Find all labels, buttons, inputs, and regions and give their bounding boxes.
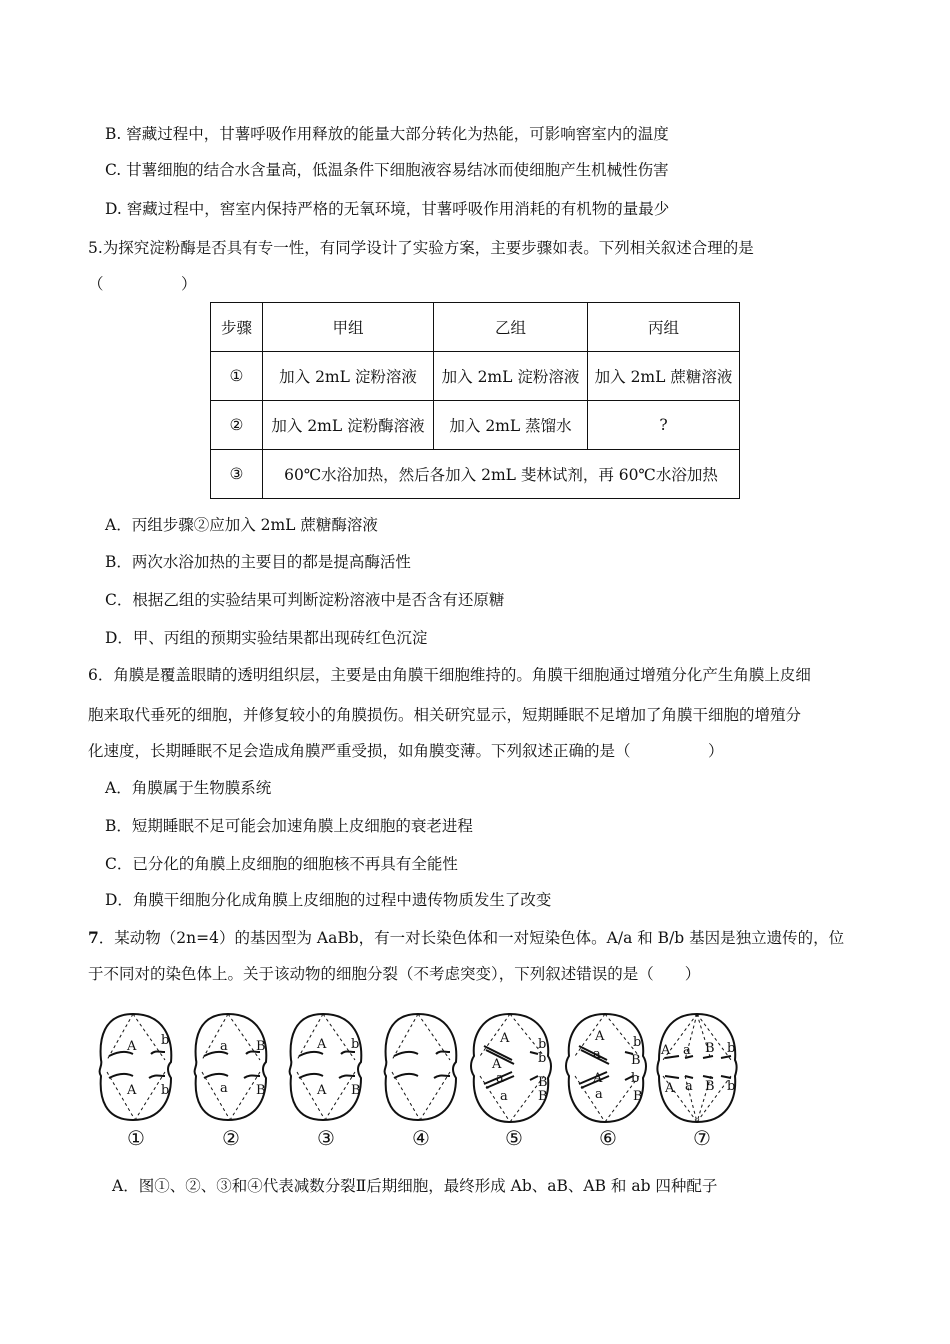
cell-7-label: a bbox=[683, 1043, 691, 1058]
q7-option-a: A．图①、②、③和④代表减数分裂Ⅱ后期细胞，最终形成 Ab、aB、AB 和 ab 四种配子 bbox=[112, 1177, 718, 1195]
cell-2-label: a bbox=[220, 1081, 228, 1096]
cell-2-label: B bbox=[256, 1083, 266, 1098]
cell-1-label: b bbox=[161, 1083, 170, 1098]
figure-caption-5: ⑤ bbox=[505, 1126, 523, 1150]
table-cell: 步骤 bbox=[211, 303, 263, 352]
table-cell: 加入 2mL 淀粉溶液 bbox=[263, 352, 434, 401]
cell-5-label: A bbox=[500, 1031, 510, 1046]
q4-option-d: D. 窖藏过程中，窖室内保持严格的无氧环境，甘薯呼吸作用消耗的有机物的量最少 bbox=[105, 200, 670, 218]
q5-stem: 5.为探究淀粉酶是否具有专一性，有同学设计了实验方案，主要步骤如表。下列相关叙述合理的是 bbox=[88, 239, 754, 257]
cell-5-label: B bbox=[538, 1075, 548, 1090]
q5-steps-table bbox=[210, 302, 740, 499]
q6-stem-line: 化速度，长期睡眠不足会造成角膜严重受损，如角膜变薄。下列叙述正确的是（ ） bbox=[88, 742, 724, 760]
cell-3-label: A bbox=[317, 1037, 327, 1052]
q7-stem-line-1 bbox=[88, 926, 844, 948]
cell-7-label: b bbox=[727, 1079, 736, 1094]
q5-answer-paren: （ ） bbox=[88, 275, 197, 293]
cell-1-label: b bbox=[161, 1033, 170, 1048]
table-cell: 乙组 bbox=[434, 303, 588, 352]
q5-option-d: D．甲、丙组的预期实验结果都出现砖红色沉淀 bbox=[105, 629, 428, 647]
cell-7-label: B bbox=[705, 1079, 715, 1094]
cell-1-label: A bbox=[127, 1083, 137, 1098]
cell-7-label: A bbox=[665, 1081, 675, 1096]
table-cell: 甲组 bbox=[263, 303, 434, 352]
figure-caption-2: ② bbox=[222, 1126, 240, 1150]
table-cell: ? bbox=[588, 401, 740, 450]
cell-5-label: a bbox=[500, 1089, 508, 1104]
q6-option-a: A．角膜属于生物膜系统 bbox=[105, 779, 272, 797]
table-row bbox=[211, 450, 740, 499]
cell-5-label: B bbox=[538, 1089, 548, 1104]
table-row bbox=[211, 352, 740, 401]
cell-division-figure bbox=[95, 1010, 855, 1125]
q6-stem-line: 胞来取代垂死的细胞，并修复较小的角膜损伤。相关研究显示，短期睡眠不足增加了角膜干细胞的增殖分 bbox=[88, 706, 802, 724]
q6-stem-line: 6．角膜是覆盖眼睛的透明组织层，主要是由角膜干细胞维持的。角膜干细胞通过增殖分化产生角膜上皮细 bbox=[88, 666, 811, 684]
figure-caption-3: ③ bbox=[317, 1126, 335, 1150]
q6-option-c: C．已分化的角膜上皮细胞的细胞核不再具有全能性 bbox=[105, 855, 458, 873]
cell-6-label: B bbox=[631, 1053, 641, 1068]
q5-option-c: C．根据乙组的实验结果可判断淀粉溶液中是否含有还原糖 bbox=[105, 591, 505, 609]
cell-6-label: a bbox=[595, 1087, 603, 1102]
cell-1-label: A bbox=[127, 1039, 137, 1054]
figure-caption-1: ① bbox=[127, 1126, 145, 1150]
table-cell: 60℃水浴加热，然后各加入 2mL 斐林试剂，再 60℃水浴加热 bbox=[263, 450, 740, 499]
cell-3-label: b bbox=[351, 1037, 360, 1052]
table-cell: ③ bbox=[211, 450, 263, 499]
cell-7-label: A bbox=[661, 1043, 671, 1058]
cell-6-label: b bbox=[633, 1035, 642, 1050]
table-cell: 丙组 bbox=[588, 303, 740, 352]
cell-5-label: b bbox=[538, 1051, 547, 1066]
cell-2-label: a bbox=[220, 1039, 228, 1054]
cell-7-label: b bbox=[727, 1041, 736, 1056]
cell-6-label: A bbox=[595, 1029, 605, 1044]
cell-7-label: a bbox=[685, 1079, 693, 1094]
cell-6-label: A bbox=[593, 1071, 603, 1086]
cell-3 bbox=[290, 1014, 362, 1120]
table-header-row bbox=[211, 303, 740, 352]
cell-1 bbox=[100, 1014, 172, 1120]
figure-caption-4: ④ bbox=[412, 1126, 430, 1150]
cell-4 bbox=[385, 1014, 457, 1120]
cell-5-label: a bbox=[496, 1071, 504, 1086]
cell-6 bbox=[566, 1014, 646, 1122]
cell-5-label: b bbox=[538, 1037, 547, 1052]
table-cell: 加入 2mL 淀粉溶液 bbox=[434, 352, 588, 401]
table-row bbox=[211, 401, 740, 450]
table-cell: 加入 2mL 蒸馏水 bbox=[434, 401, 588, 450]
cell-2 bbox=[195, 1014, 267, 1120]
q6-option-d: D．角膜干细胞分化成角膜上皮细胞的过程中遗传物质发生了改变 bbox=[105, 891, 552, 909]
q7-stem-line-2: 于不同对的染色体上。关于该动物的细胞分裂（不考虑突变），下列叙述错误的是（ ） bbox=[88, 965, 701, 983]
table-cell: 加入 2mL 淀粉酶溶液 bbox=[263, 401, 434, 450]
table-cell: ② bbox=[211, 401, 263, 450]
q5-option-a: A．丙组步骤②应加入 2mL 蔗糖酶溶液 bbox=[105, 516, 378, 534]
figure-caption-6: ⑥ bbox=[599, 1126, 617, 1150]
q7-stem-text: ．某动物（2n=4）的基因型为 AaBb，有一对长染色体和一对短染色体。A/a 和 B/b 基因是独立遗传的，位 bbox=[98, 929, 845, 947]
q4-option-c: C. 甘薯细胞的结合水含量高，低温条件下细胞液容易结冰而使细胞产生机械性伤害 bbox=[105, 161, 669, 179]
q5-option-b: B．两次水浴加热的主要目的都是提高酶活性 bbox=[105, 553, 411, 571]
table-cell: 加入 2mL 蔗糖溶液 bbox=[588, 352, 740, 401]
cell-5-label: A bbox=[492, 1057, 502, 1072]
cell-5 bbox=[471, 1014, 551, 1122]
cell-3-label: A bbox=[317, 1083, 327, 1098]
cell-7-label: B bbox=[705, 1041, 715, 1056]
table-cell: ① bbox=[211, 352, 263, 401]
cell-2-label: B bbox=[256, 1039, 266, 1054]
cell-3-label: B bbox=[351, 1083, 361, 1098]
cell-6-label: b bbox=[631, 1071, 640, 1086]
figure-caption-7: ⑦ bbox=[693, 1126, 711, 1150]
cell-6-label: B bbox=[633, 1089, 643, 1104]
q7-number: 7 bbox=[88, 928, 99, 947]
cell-6-label: a bbox=[593, 1047, 601, 1062]
q4-option-b: B. 窖藏过程中，甘薯呼吸作用释放的能量大部分转化为热能，可影响窖室内的温度 bbox=[105, 125, 669, 143]
cell-7 bbox=[658, 1014, 737, 1122]
q6-option-b: B．短期睡眠不足可能会加速角膜上皮细胞的衰老进程 bbox=[105, 817, 473, 835]
